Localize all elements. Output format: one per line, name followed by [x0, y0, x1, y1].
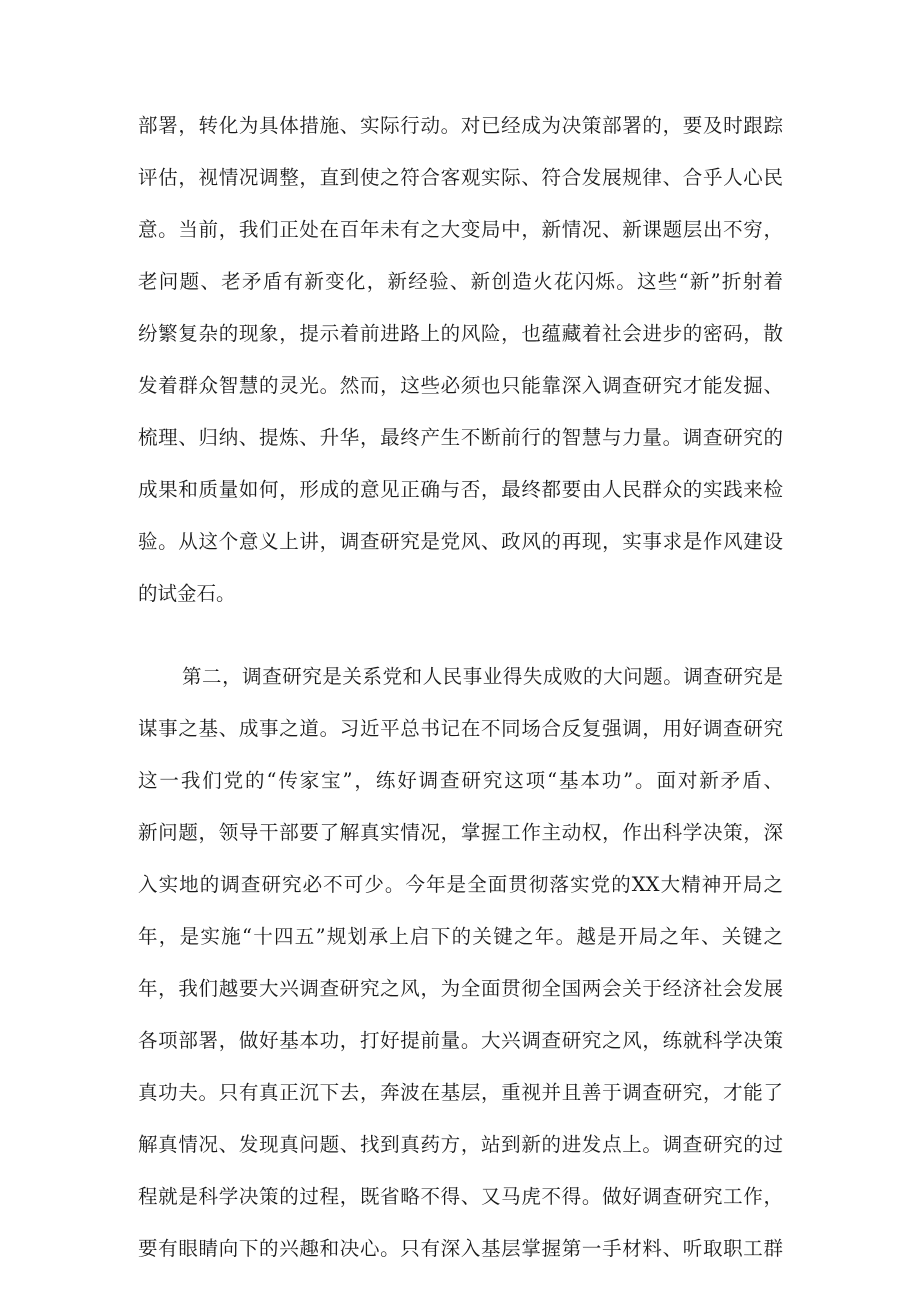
paragraph-line: 意。当前，我们正处在百年未有之大变局中，新情况、新课题层出不穷，: [138, 218, 783, 241]
paragraph-line: 纷繁复杂的现象，提示着前进路上的风险，也蕴藏着社会进步的密码，散: [138, 322, 783, 345]
paragraph-line: 部署，转化为具体措施、实际行动。对已经成为决策部署的，要及时跟踪: [138, 114, 783, 137]
paragraph-line: 发着群众智慧的灵光。然而，这些必须也只能靠深入调查研究才能发掘、: [138, 374, 783, 397]
paragraph-line: 各项部署，做好基本功，打好提前量。大兴调查研究之风，练就科学决策: [138, 1029, 783, 1052]
paragraph-line: 入实地的调查研究必不可少。今年是全面贯彻落实党的XX大精神开局之: [138, 873, 783, 896]
paragraph-line: 验。从这个意义上讲，调查研究是党风、政风的再现，实事求是作风建设: [138, 530, 783, 553]
paragraph-line: 谋事之基、成事之道。习近平总书记在不同场合反复强调，用好调查研究: [138, 717, 783, 740]
paragraph-line: 的试金石。: [138, 582, 236, 605]
paragraph-line: 年，我们越要大兴调查研究之风，为全面贯彻全国两会关于经济社会发展: [138, 977, 783, 1000]
paragraph-line: 成果和质量如何，形成的意见正确与否，最终都要由人民群众的实践来检: [138, 478, 783, 501]
paragraph-line: 评估，视情况调整，直到使之符合客观实际、符合发展规律、合乎人心民: [138, 166, 783, 189]
paragraph-line: 年，是实施“十四五”规划承上启下的关键之年。越是开局之年、关键之: [138, 925, 783, 948]
paragraph-line: 第二，调查研究是关系党和人民事业得失成败的大问题。调查研究是: [182, 665, 783, 688]
paragraph-line: 真功夫。只有真正沉下去，奔波在基层，重视并且善于调查研究，才能了: [138, 1081, 783, 1104]
paragraph-line: 这一我们党的“传家宝”，练好调查研究这项“基本功”。面对新矛盾、: [138, 769, 783, 792]
paragraph-line: 老问题、老矛盾有新变化，新经验、新创造火花闪烁。这些“新”折射着: [138, 270, 783, 293]
paragraph-line: 解真情况、发现真问题、找到真药方，站到新的进发点上。调查研究的过: [138, 1133, 783, 1156]
paragraph-line: 梳理、归纳、提炼、升华，最终产生不断前行的智慧与力量。调查研究的: [138, 426, 783, 449]
paragraph-line: 新问题，领导干部要了解真实情况，掌握工作主动权，作出科学决策，深: [138, 821, 783, 844]
paragraph-line: 要有眼睛向下的兴趣和决心。只有深入基层掌握第一手材料、听取职工群: [138, 1237, 783, 1260]
paragraph-line: 程就是科学决策的过程，既省略不得、又马虎不得。做好调查研究工作，: [138, 1185, 783, 1208]
